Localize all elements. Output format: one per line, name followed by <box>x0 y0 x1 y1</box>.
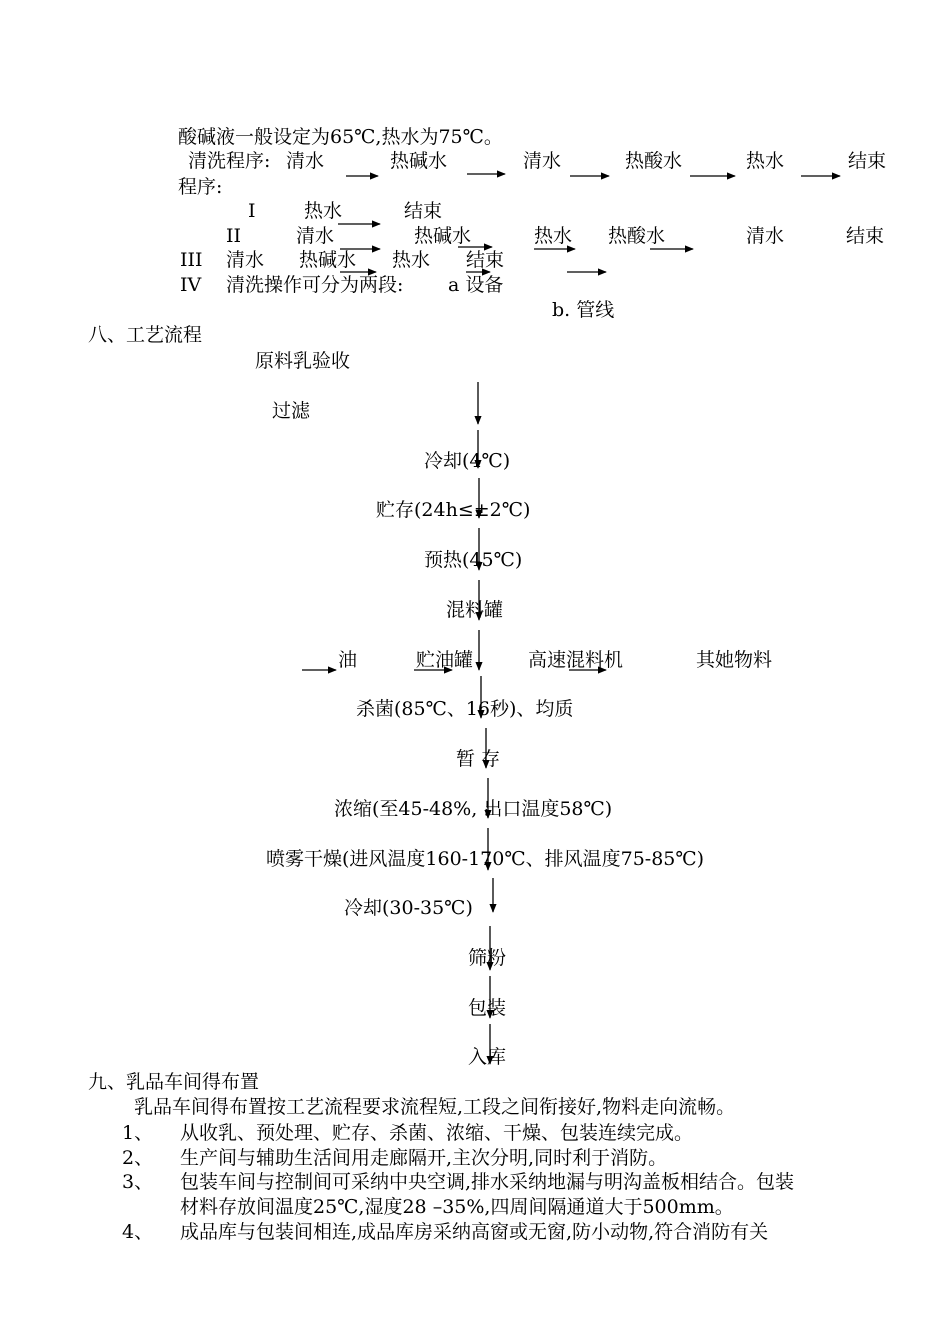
flow-step: 入库 <box>468 1046 507 1068</box>
side-material: 贮油罐 <box>416 649 474 671</box>
program-step: 热水 <box>304 200 343 222</box>
list-item-cont: 材料存放间温度25℃,湿度28 –35%,四周间隔通道大于500mm。 <box>180 1196 734 1218</box>
program-step: 清水 <box>296 225 335 247</box>
flow-step: 贮存(24h≤±2℃) <box>376 499 531 521</box>
program-step: 热酸水 <box>625 150 683 172</box>
program-step: 热碱水 <box>414 225 472 247</box>
flow-step: 包装 <box>468 997 507 1019</box>
roman-numeral: III <box>180 249 203 271</box>
roman-numeral: II <box>226 225 242 247</box>
program-step: 热水 <box>534 225 573 247</box>
flow-step: 过滤 <box>272 400 311 422</box>
side-material: 其她物料 <box>696 649 773 671</box>
list-item: 包装车间与控制间可采纳中央空调,排水采纳地漏与明沟盖板相结合。包装 <box>180 1171 795 1193</box>
flow-step: 喷雾干燥(进风温度160-170℃、排风温度75-85℃) <box>266 848 705 870</box>
cleaning-temp-line: 酸碱液一般设定为65℃,热水为75℃。 <box>178 126 503 148</box>
list-item: 从收乳、预处理、贮存、杀菌、浓缩、干燥、包装连续完成。 <box>180 1122 694 1144</box>
list-number: 4、 <box>122 1221 154 1243</box>
side-material: 高速混料机 <box>528 649 624 671</box>
flow-step: 杀菌(85℃、16秒)、均质 <box>356 698 574 720</box>
program-step: 热酸水 <box>608 225 666 247</box>
list-number: 1、 <box>122 1122 154 1144</box>
cleaning-part-a: a 设备 <box>448 274 504 296</box>
cleaning-part-b: b. 管线 <box>552 299 615 321</box>
program-step: 清水 <box>523 150 562 172</box>
program-step: 结束 <box>848 150 887 172</box>
flow-step: 冷却(30-35℃) <box>344 897 473 919</box>
section-heading: 八、工艺流程 <box>88 324 203 346</box>
program-step: 热碱水 <box>299 249 357 271</box>
program-step: 清水 <box>226 249 265 271</box>
list-number: 3、 <box>122 1171 154 1193</box>
program-step: 清水 <box>286 150 325 172</box>
flow-step: 冷却(4℃) <box>424 450 511 472</box>
cleaning-parts-text: 清洗操作可分为两段: <box>226 274 404 296</box>
program-step: 结束 <box>466 249 505 271</box>
program-label-cont: 程序: <box>178 176 223 198</box>
section-intro: 乳品车间得布置按工艺流程要求流程短,工段之间衔接好,物料走向流畅。 <box>134 1096 736 1118</box>
program-step: 结束 <box>404 200 443 222</box>
roman-numeral: IV <box>180 274 202 296</box>
flow-step: 浓缩(至45-48%, 出口温度58℃) <box>334 798 613 820</box>
program-step: 热水 <box>746 150 785 172</box>
flow-step: 暂 存 <box>456 748 501 770</box>
program-step: 结束 <box>846 225 885 247</box>
flow-step: 预热(45℃) <box>424 549 523 571</box>
flow-step: 混料罐 <box>446 599 504 621</box>
list-item: 生产间与辅助生活间用走廊隔开,主次分明,同时利于消防。 <box>180 1147 668 1169</box>
list-item: 成品库与包装间相连,成品库房采纳高窗或无窗,防小动物,符合消防有关 <box>180 1221 769 1243</box>
list-number: 2、 <box>122 1147 154 1169</box>
roman-numeral: I <box>248 200 256 222</box>
program-step: 热水 <box>392 249 431 271</box>
side-material: 油 <box>338 649 358 671</box>
flow-step: 原料乳验收 <box>255 350 351 372</box>
section-heading: 九、乳品车间得布置 <box>88 1071 260 1093</box>
flow-step: 筛粉 <box>468 947 507 969</box>
program-step: 清水 <box>746 225 785 247</box>
cleaning-program-label: 清洗程序: <box>188 150 271 172</box>
program-step: 热碱水 <box>390 150 448 172</box>
